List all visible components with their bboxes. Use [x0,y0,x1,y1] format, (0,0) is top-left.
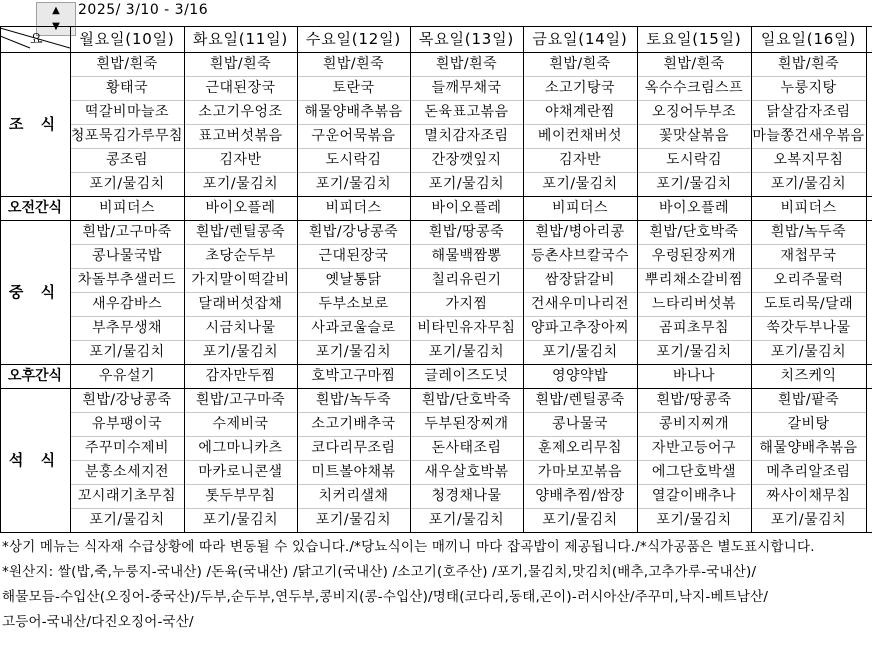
dinner-menu-item[interactable]: 청경채나물 [431,488,502,504]
note-line: *상기 메뉴는 식자재 수급상황에 따라 변동될 수 있습니다./*당뇨식이는 매끼니 마다 잡곡밥이 제공됩니다./*식가공품은 별도표시합니다. [2,539,815,555]
lunch-menu-item[interactable]: 양파고추장아찌 [530,320,630,336]
dinner-menu-item[interactable]: 미트볼야채볶 [311,464,396,480]
breakfast-menu-item[interactable]: 해물양배추볶음 [304,104,403,120]
lunch-menu-item[interactable]: 흰밥/고구마죽 [82,224,172,240]
dinner-label[interactable]: 석 식 [8,451,62,469]
column-border [637,26,638,532]
breakfast-menu-item[interactable]: 오복지무침 [773,152,844,168]
note-line: 해물모듬-수입산(오징어-중국산)/두부,순두부,연두부,콩비지(콩-수입산)/명태(코다리,동태,곤이)-러시아산/주꾸미,낙지-베트남산/ [2,589,769,605]
dinner-menu-item[interactable]: 마카로니콘샐 [198,464,283,480]
lunch-menu-item[interactable]: 흰밥/렌틸콩죽 [195,224,286,240]
lunch-menu-item[interactable]: 사과코울슬로 [311,320,396,336]
dinner-menu-item[interactable]: 새우살호박볶 [424,464,509,480]
afternoon_snack-item[interactable]: 글레이즈도넛 [424,368,509,384]
morning_snack-item[interactable]: 바이오플레 [658,200,730,216]
dinner-menu-item[interactable]: 에그마니카츠 [198,440,283,456]
day-header[interactable]: 목요일(13일) [418,30,515,48]
dinner-menu-item[interactable]: 돈사태조림 [431,440,502,456]
breakfast-menu-item[interactable]: 간장깻잎지 [431,152,502,168]
morning_snack-item[interactable]: 비피더스 [325,200,382,216]
corner-glyph: 요 [30,32,43,47]
dinner-menu-item[interactable]: 꼬시래기초무침 [77,488,177,504]
dinner-menu-item[interactable]: 포기/물김치 [770,512,847,528]
dinner-menu-item[interactable]: 양배추찜/쌈장 [535,488,625,504]
breakfast-menu-item[interactable]: 표고버섯볶음 [198,128,283,144]
lunch-menu-item[interactable]: 차돌부추샐러드 [77,272,177,288]
dinner-menu-item[interactable]: 유부팽이국 [91,416,163,432]
lunch-menu-item[interactable]: 칠리유린기 [431,272,502,288]
breakfast-menu-item[interactable]: 들깨무채국 [431,80,502,96]
breakfast-menu-item[interactable]: 돈육표고볶음 [424,104,509,120]
breakfast-menu-item[interactable]: 멸치감자조림 [424,128,509,144]
dinner-menu-item[interactable]: 포기/물김치 [542,512,618,528]
dinner-menu-item[interactable]: 수제비국 [212,416,269,432]
breakfast-menu-item[interactable]: 포기/물김치 [428,176,505,192]
breakfast-menu-item[interactable]: 포기/물김치 [89,176,165,192]
lunch-menu-item[interactable]: 가지찜 [445,296,488,312]
dinner-menu-item[interactable]: 흰밥/땅콩죽 [656,392,732,408]
breakfast-menu-item[interactable]: 포기/물김치 [542,176,618,192]
dinner-menu-item[interactable]: 짜사이채무침 [766,488,851,504]
lunch-menu-item[interactable]: 근대된장국 [318,248,389,264]
breakfast-menu-item[interactable]: 도시락김 [665,152,723,168]
breakfast-menu-item[interactable]: 구운어묵볶음 [311,128,396,144]
breakfast-menu-item[interactable]: 마늘쫑건새우볶음 [752,128,865,144]
lunch-menu-item[interactable]: 등촌샤브칼국수 [530,248,630,264]
morning_snack-item[interactable]: 바이오플레 [431,200,502,216]
breakfast-menu-item[interactable]: 누룽지탕 [780,80,837,96]
dinner-menu-item[interactable]: 흰밥/렌틸콩죽 [535,392,625,408]
breakfast-menu-item[interactable]: 김자반 [219,152,262,168]
lunch-label[interactable]: 중 식 [8,283,62,301]
section-border [0,388,872,389]
lunch-menu-item[interactable]: 쑥갓두부나물 [766,320,851,336]
dinner-menu-item[interactable]: 갈비탕 [787,416,830,432]
lunch-menu-item[interactable]: 새우감바스 [91,296,163,312]
column-border [866,26,867,532]
breakfast-menu-item[interactable]: 옥수수크림스프 [644,80,744,96]
section-border [0,52,872,53]
lunch-menu-item[interactable]: 우렁된장찌개 [651,248,737,264]
lunch-menu-item[interactable]: 포기/물김치 [770,344,847,360]
note-line: 고등어-국내산/다진오징어-국산/ [2,614,194,630]
corner-cell [0,26,70,50]
lunch-menu-item[interactable]: 흰밥/녹두죽 [770,224,847,240]
breakfast-menu-item[interactable]: 흰밥/흰죽 [549,56,611,72]
afternoon_snack-label[interactable]: 오후간식 [7,368,63,384]
breakfast-menu-item[interactable]: 닭살감자조림 [766,104,851,120]
dinner-menu-item[interactable]: 소고기배추국 [311,416,396,432]
dinner-menu-item[interactable]: 열갈이배추나 [651,488,737,504]
lunch-menu-item[interactable]: 건새우미나리전 [530,296,630,312]
dinner-menu-item[interactable]: 해물양배추볶음 [759,440,858,456]
dinner-menu-item[interactable]: 콩비지찌개 [658,416,730,432]
date-range: 2025/ 3/10 - 3/16 [78,2,209,18]
breakfast-menu-item[interactable]: 꽃맛살볶음 [658,128,730,144]
lunch-menu-item[interactable]: 포기/물김치 [89,344,165,360]
breakfast-menu-item[interactable]: 베이컨채버섯 [537,128,623,144]
column-border [0,26,1,532]
breakfast-menu-item[interactable]: 흰밥/흰죽 [435,56,498,72]
morning_snack-item[interactable]: 바이오플레 [205,200,276,216]
morning_snack-item[interactable]: 비피더스 [551,200,609,216]
lunch-menu-item[interactable]: 흰밥/단호박죽 [649,224,739,240]
lunch-menu-item[interactable]: 곰피초무침 [658,320,730,336]
afternoon_snack-item[interactable]: 호박고구마찜 [311,368,396,384]
dinner-menu-item[interactable]: 메추리알조림 [766,464,851,480]
section-border [0,26,872,27]
breakfast-menu-item[interactable]: 황태국 [105,80,149,96]
dinner-menu-item[interactable]: 흰밥/녹두죽 [315,392,392,408]
lunch-menu-item[interactable]: 쌈장닭갈비 [544,272,616,288]
afternoon_snack-item[interactable]: 우유설기 [98,368,156,384]
breakfast-menu-item[interactable]: 야채계란찜 [544,104,616,120]
column-border [70,26,71,532]
breakfast-menu-item[interactable]: 흰밥/흰죽 [96,56,158,72]
lunch-menu-item[interactable]: 흰밥/땅콩죽 [428,224,505,240]
breakfast-menu-item[interactable]: 포기/물김치 [202,176,279,192]
lunch-menu-item[interactable]: 달래버섯잡채 [198,296,283,312]
breakfast-menu-item[interactable]: 오징어두부조 [651,104,737,120]
column-border [523,26,524,532]
breakfast-menu-item[interactable]: 포기/물김치 [656,176,732,192]
afternoon_snack-item[interactable]: 치즈케익 [780,368,837,384]
afternoon_snack-item[interactable]: 바나나 [672,368,716,384]
column-border [297,26,298,532]
lunch-menu-item[interactable]: 재첩무국 [780,248,837,264]
breakfast-menu-item[interactable]: 포기/물김치 [315,176,392,192]
dinner-menu-item[interactable]: 콩나물국 [551,416,609,432]
column-border [184,26,185,532]
lunch-menu-item[interactable]: 비타민유자무침 [417,320,516,336]
dinner-menu-item[interactable]: 훈제오리무침 [537,440,623,456]
lunch-menu-item[interactable]: 콩나물국밥 [91,248,163,264]
lunch-menu-item[interactable]: 두부소보로 [318,296,389,312]
lunch-menu-item[interactable]: 포기/물김치 [656,344,732,360]
lunch-menu-item[interactable]: 포기/물김치 [202,344,279,360]
section-border [0,220,872,221]
dinner-menu-item[interactable]: 분홍소세지전 [84,464,170,480]
section-border [0,196,872,197]
breakfast-menu-item[interactable]: 흰밥/흰죽 [663,56,725,72]
dinner-menu-item[interactable]: 흰밥/강낭콩죽 [82,392,172,408]
lunch-menu-item[interactable]: 포기/물김치 [542,344,618,360]
section-border [0,364,872,365]
note-line: *원산지: 쌀(밥,죽,누룽지-국내산) /돈육(국내산) /닭고기(국내산) /소고기(호주산) /포기,물김치,맛김치(배추,고추가루-국내산)/ [2,564,757,580]
lunch-menu-item[interactable]: 오리주물럭 [773,272,844,288]
morning_snack-item[interactable]: 비피더스 [780,200,837,216]
dinner-menu-item[interactable]: 포기/물김치 [428,512,505,528]
column-border [751,26,752,532]
lunch-menu-item[interactable]: 부추무생채 [91,320,163,336]
day-header[interactable]: 일요일(16일) [760,30,857,48]
breakfast-menu-item[interactable]: 떡갈비마늘조 [84,104,170,120]
dinner-menu-item[interactable]: 주꾸미수제비 [84,440,170,456]
dinner-menu-item[interactable]: 포기/물김치 [89,512,165,528]
breakfast-menu-item[interactable]: 청포묵김가루무침 [70,128,184,144]
day-header[interactable]: 금요일(14일) [532,30,628,48]
breakfast-label[interactable]: 조 식 [8,115,62,133]
lunch-menu-item[interactable]: 흰밥/강낭콩죽 [308,224,399,240]
breakfast-menu-item[interactable]: 김자반 [558,152,602,168]
dinner-menu-item[interactable]: 포기/물김치 [656,512,732,528]
dinner-menu-item[interactable]: 흰밥/팥죽 [777,392,840,408]
breakfast-menu-item[interactable]: 도시락김 [325,152,382,168]
day-header[interactable]: 수요일(12일) [305,30,402,48]
breakfast-menu-item[interactable]: 콩조림 [105,152,149,168]
breakfast-menu-item[interactable]: 근대된장국 [205,80,276,96]
breakfast-menu-item[interactable]: 흰밥/흰죽 [209,56,272,72]
dinner-menu-item[interactable]: 포기/물김치 [202,512,279,528]
column-border [410,26,411,532]
dinner-menu-item[interactable]: 에그단호박샐 [651,464,737,480]
lunch-menu-item[interactable]: 해물백짬뽕 [431,248,502,264]
breakfast-menu-item[interactable]: 소고기우엉조 [198,104,283,120]
breakfast-menu-item[interactable]: 흰밥/흰죽 [322,56,385,72]
lunch-menu-item[interactable]: 시금치나물 [205,320,276,336]
lunch-menu-item[interactable]: 포기/물김치 [315,344,392,360]
lunch-menu-item[interactable]: 옛날통닭 [325,272,382,288]
dinner-menu-item[interactable]: 치커리샐채 [318,488,389,504]
lunch-menu-item[interactable]: 포기/물김치 [428,344,505,360]
lunch-menu-item[interactable]: 가지말이떡갈비 [191,272,290,288]
dinner-menu-item[interactable]: 흰밥/단호박죽 [421,392,512,408]
lunch-menu-item[interactable]: 느타리버섯볶 [651,296,737,312]
lunch-menu-item[interactable]: 도토리묵/달래 [763,296,854,312]
section-border [0,532,872,533]
breakfast-menu-item[interactable]: 흰밥/흰죽 [777,56,840,72]
lunch-menu-item[interactable]: 뿌리채소갈비찜 [644,272,744,288]
morning_snack-item[interactable]: 비피더스 [98,200,156,216]
dinner-menu-item[interactable]: 코다리무조림 [311,440,396,456]
dinner-menu-item[interactable]: 포기/물김치 [315,512,392,528]
dinner-menu-item[interactable]: 흰밥/고구마죽 [195,392,286,408]
lunch-menu-item[interactable]: 초당순두부 [205,248,276,264]
dinner-menu-item[interactable]: 두부된장찌개 [424,416,509,432]
breakfast-menu-item[interactable]: 소고기탕국 [544,80,616,96]
dinner-menu-item[interactable]: 톳두부무침 [205,488,276,504]
breakfast-menu-item[interactable]: 포기/물김치 [770,176,847,192]
spin-up-icon[interactable]: ▲ [52,5,60,16]
day-header[interactable]: 화요일(11일) [192,30,289,48]
breakfast-menu-item[interactable]: 토란국 [332,80,375,96]
lunch-menu-item[interactable]: 흰밥/병아리콩 [535,224,625,240]
day-header[interactable]: 토요일(15일) [646,30,742,48]
dinner-menu-item[interactable]: 자반고등어구 [651,440,737,456]
day-header[interactable]: 월요일(10일) [79,30,175,48]
afternoon_snack-item[interactable]: 감자만두찜 [205,368,276,384]
dinner-menu-item[interactable]: 가마보꼬볶음 [537,464,623,480]
morning_snack-label[interactable]: 오전간식 [7,200,63,216]
afternoon_snack-item[interactable]: 영양약밥 [551,368,609,384]
